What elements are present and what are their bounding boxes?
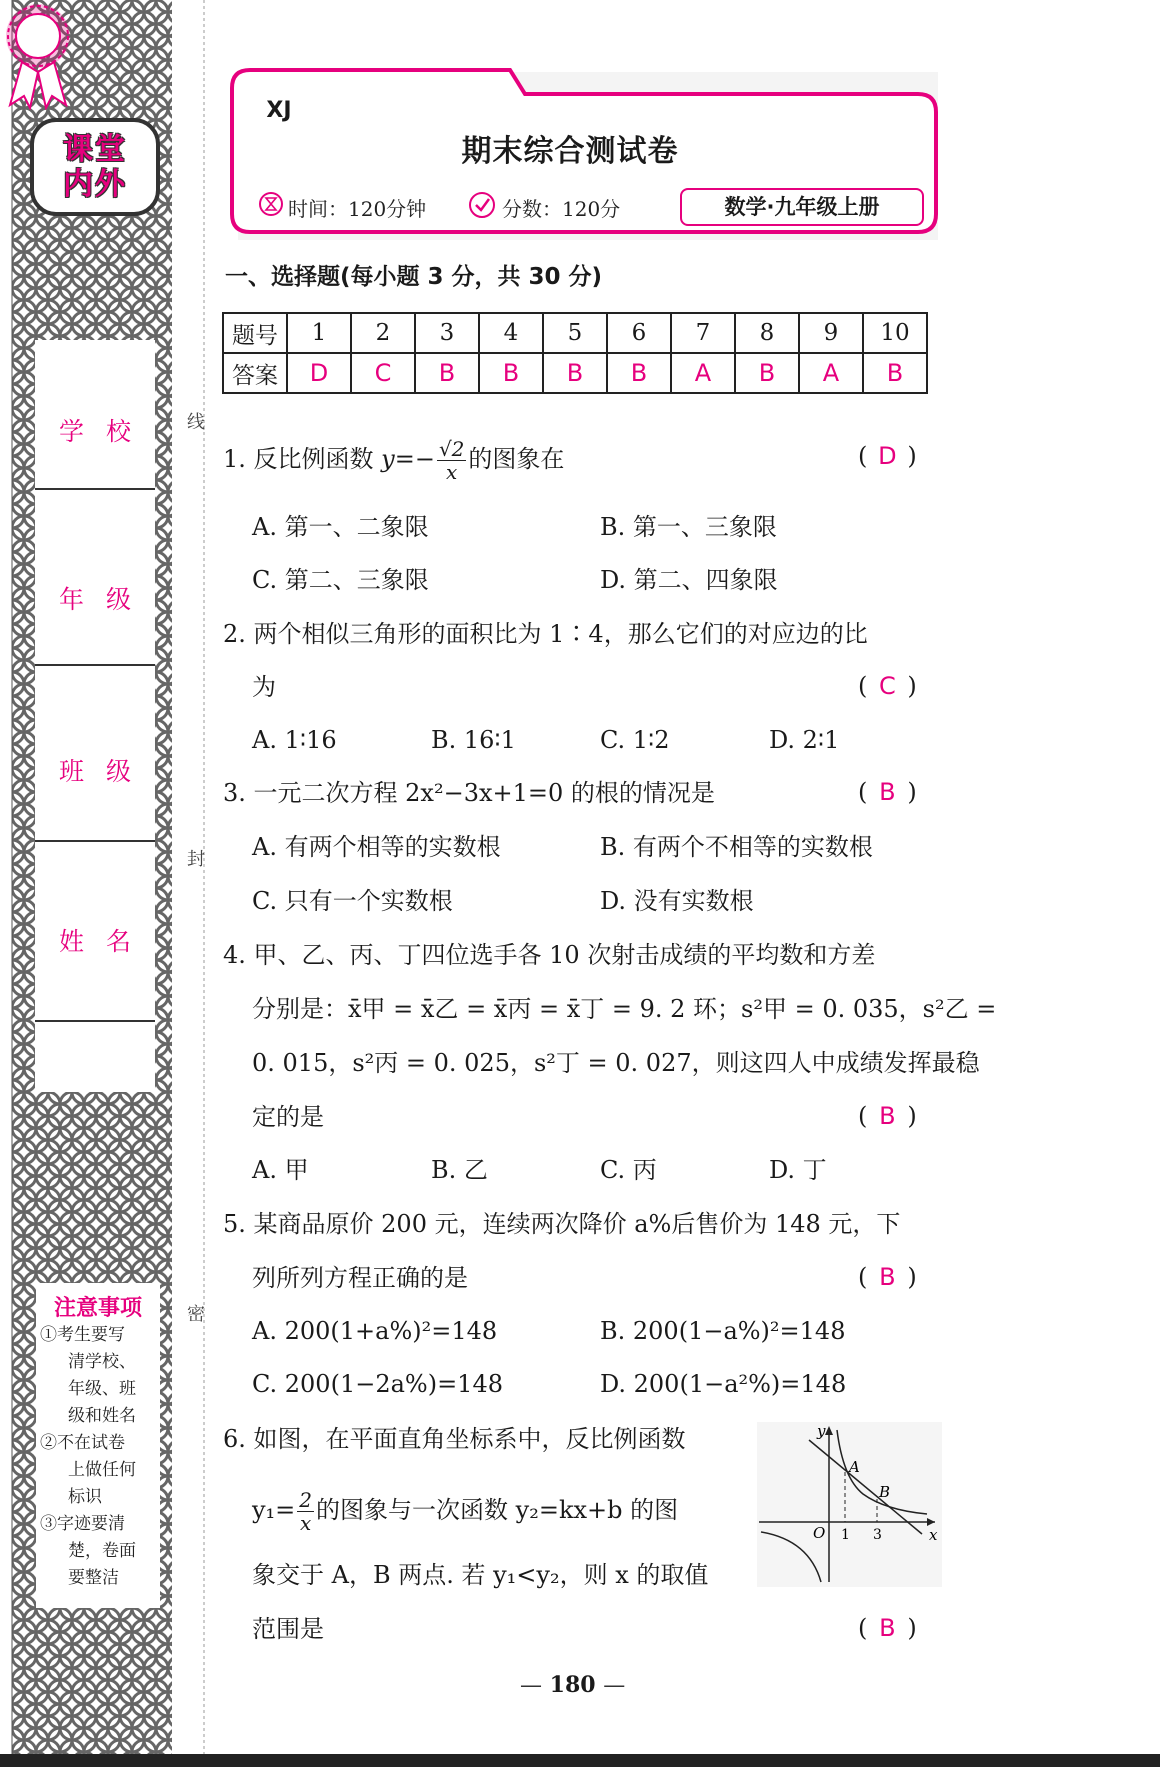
q-number: 4 [479, 313, 543, 353]
left-margin-strip [0, 0, 180, 1767]
question-4: 4. 甲、乙、丙、丁四位选手各 10 次射击成绩的平均数和方差 [223, 941, 876, 969]
answer-row [223, 353, 927, 393]
note-2-line1: 不在试卷 [57, 1433, 125, 1453]
paren-close: ) [907, 672, 917, 700]
q4-option-c: C. 丙 [600, 1156, 657, 1184]
q1-answer [858, 442, 917, 470]
q6-answer [858, 1614, 917, 1642]
q6-fraction [297, 1489, 314, 1534]
q6-numerator: 2 [299, 1488, 313, 1512]
q1-text: 1. 反比例函数 [223, 445, 382, 473]
q1-option-a: A. 第一、二象限 [252, 513, 429, 541]
q2-option-d: D. 2∶1 [769, 726, 840, 754]
x-axis-label: x [929, 1526, 938, 1544]
answer-cell: B [607, 353, 671, 393]
number-row-label: 题号 [223, 313, 287, 353]
note-2-num: ② [40, 1433, 57, 1453]
question-6-line2 [252, 1489, 678, 1534]
q1-option-d: D. 第二、四象限 [600, 566, 778, 594]
paren-close: ) [907, 1263, 917, 1291]
question-5: 5. 某商品原价 200 元，连续两次降价 a%后售价为 148 元，下 [223, 1210, 901, 1238]
tick-3-label: 3 [873, 1527, 882, 1543]
question-4-line3: 0. 015，s²丙 = 0. 025，s²丁 = 0. 027，则这四人中成绩发挥最稳 [252, 1049, 980, 1077]
notes-panel [36, 1283, 160, 1608]
paren-close: ) [907, 778, 917, 806]
q5-answer-value: B [879, 1263, 896, 1291]
answer-cell: B [735, 353, 799, 393]
q4-option-b: B. 乙 [431, 1156, 488, 1184]
time-label: 时间：120分钟 [288, 197, 427, 221]
note-3-line3: 要整洁 [68, 1568, 119, 1588]
answer-cell: A [671, 353, 735, 393]
q1-option-c: C. 第二、三象限 [252, 566, 429, 594]
name-field [35, 842, 155, 1022]
seal-icon [0, 0, 76, 110]
q-number: 5 [543, 313, 607, 353]
question-2-cont: 为 [252, 673, 276, 701]
binding-line [203, 0, 205, 1767]
q2-answer-value: C [878, 672, 896, 700]
q5-option-a: A. 200(1+a%)²=148 [252, 1317, 498, 1345]
q4-option-a: A. 甲 [252, 1156, 309, 1184]
question-1 [223, 438, 564, 483]
q1-var: y [381, 445, 395, 473]
note-2-line2: 上做任何 [68, 1460, 136, 1480]
q3-option-d: D. 没有实数根 [600, 887, 754, 915]
question-4-line2: 分别是：x̄甲 = x̄乙 = x̄丙 = x̄丁 = 9. 2 环；s²甲 = 0. 035，s²乙 = [252, 995, 997, 1023]
answer-cell: B [863, 353, 927, 393]
q3-option-a: A. 有两个相等的实数根 [252, 833, 501, 861]
q-number: 3 [415, 313, 479, 353]
page-number [520, 1672, 625, 1698]
q6-denominator: x [300, 1511, 312, 1535]
q6-answer-value: B [879, 1614, 896, 1642]
class-field [35, 666, 155, 842]
q5-option-b: B. 200(1−a%)²=148 [600, 1317, 846, 1345]
binding-mark-line: 线 [187, 412, 205, 433]
blank-panel [35, 1022, 155, 1092]
school-label: 学校 [58, 417, 153, 446]
q2-answer [858, 672, 917, 700]
paren-close: ) [907, 1614, 917, 1642]
q2-option-a: A. 1∶16 [252, 726, 337, 754]
origin-label: O [813, 1524, 826, 1542]
note-3-line1: 字迹要清 [57, 1514, 125, 1534]
q3-answer-value: B [879, 778, 896, 806]
q1-fraction [437, 438, 466, 483]
paren-open: ( [858, 1102, 868, 1130]
q4-option-d: D. 丁 [769, 1156, 827, 1184]
q3-option-b: B. 有两个不相等的实数根 [600, 833, 873, 861]
note-1 [36, 1322, 160, 1430]
q4-answer [858, 1102, 917, 1130]
question-6: 6. 如图，在平面直角坐标系中，反比例函数 [223, 1425, 686, 1453]
question-2: 2. 两个相似三角形的面积比为 1∶4，那么它们的对应边的比 [223, 620, 868, 648]
q5-answer [858, 1263, 917, 1291]
q1-text-end: 的图象在 [468, 445, 565, 473]
q1-numerator: √2 [438, 437, 465, 461]
note-1-num: ① [40, 1325, 57, 1345]
bottom-bar [0, 1754, 1160, 1767]
exam-title: 期末综合测试卷 [461, 134, 679, 169]
number-row [223, 313, 927, 353]
note-1-line2: 清学校、 [68, 1352, 136, 1372]
binding-mark-seal: 封 [187, 849, 205, 870]
q5-option-c: C. 200(1−2a%)=148 [252, 1370, 503, 1398]
grade-field [35, 490, 155, 666]
binding-mark-secret: 密 [187, 1304, 205, 1325]
question-6-line3: 象交于 A，B 两点. 若 y₁<y₂，则 x 的取值 [252, 1561, 709, 1589]
note-3 [36, 1511, 160, 1592]
note-3-num: ③ [40, 1514, 57, 1534]
y-axis-label: y [817, 1422, 826, 1440]
subject-badge: 数学·九年级上册 [680, 188, 924, 226]
paren-open: ( [858, 442, 868, 470]
q4-answer-value: B [879, 1102, 896, 1130]
q2-option-b: B. 16∶1 [431, 726, 516, 754]
logo-text-1: 课堂 [63, 132, 127, 167]
q1-denominator: x [446, 460, 458, 484]
checkmark-icon [468, 191, 496, 219]
note-1-line4: 级和姓名 [68, 1406, 136, 1426]
hourglass-icon [258, 191, 284, 217]
note-3-line2: 楚，卷面 [68, 1541, 136, 1561]
seal-text: XJ [266, 98, 292, 123]
question-5-cont: 列所列方程正确的是 [252, 1264, 468, 1292]
paren-close: ) [907, 442, 917, 470]
class-label: 班级 [58, 757, 153, 786]
name-label: 姓名 [58, 927, 153, 956]
q1-eq: =− [394, 445, 435, 473]
q-number: 10 [863, 313, 927, 353]
question-6-line4: 范围是 [252, 1615, 324, 1643]
q1-option-b: B. 第一、三象限 [600, 513, 777, 541]
answer-cell: D [287, 353, 351, 393]
note-2-line3: 标识 [68, 1487, 102, 1507]
page-dash-left: — [520, 1673, 542, 1698]
paren-open: ( [858, 1614, 868, 1642]
q5-option-d: D. 200(1−a²%)=148 [600, 1370, 847, 1398]
q-number: 1 [287, 313, 351, 353]
q6-line2-text: 的图象与一次函数 y₂=kx+b 的图 [316, 1496, 679, 1524]
answer-row-label: 答案 [223, 353, 287, 393]
question-4-line4: 定的是 [252, 1103, 324, 1131]
school-field [35, 340, 155, 490]
paren-open: ( [858, 778, 868, 806]
answer-cell: B [543, 353, 607, 393]
note-1-line1: 考生要写 [57, 1325, 125, 1345]
logo-text-2: 内外 [63, 167, 127, 202]
q-number: 9 [799, 313, 863, 353]
q2-option-c: C. 1∶2 [600, 726, 670, 754]
point-b-label: B [879, 1483, 891, 1501]
answer-cell: B [415, 353, 479, 393]
answer-cell: B [479, 353, 543, 393]
note-1-line3: 年级、班 [68, 1379, 136, 1399]
answer-cell: C [351, 353, 415, 393]
page-dash-right: — [603, 1673, 626, 1698]
q1-answer-value: D [878, 442, 897, 470]
point-a-label: A [849, 1458, 860, 1476]
tick-1-label: 1 [841, 1527, 850, 1543]
page-number-value: 180 [549, 1672, 596, 1698]
paren-open: ( [858, 672, 868, 700]
q-number: 7 [671, 313, 735, 353]
answer-cell: A [799, 353, 863, 393]
note-2 [36, 1430, 160, 1511]
q6-y1: y₁= [252, 1496, 296, 1524]
q-number: 8 [735, 313, 799, 353]
q3-option-c: C. 只有一个实数根 [252, 887, 453, 915]
section-title: 一、选择题(每小题 3 分，共 30 分) [225, 264, 603, 290]
q-number: 6 [607, 313, 671, 353]
exam-header [0, 0, 1160, 250]
answer-table [222, 312, 928, 394]
notes-title: 注意事项 [53, 1296, 142, 1321]
question-3: 3. 一元二次方程 2x²−3x+1=0 的根的情况是 [223, 779, 715, 807]
paren-close: ) [907, 1102, 917, 1130]
q-number: 2 [351, 313, 415, 353]
score-label: 分数：120分 [502, 197, 621, 221]
paren-open: ( [858, 1263, 868, 1291]
grade-label: 年级 [58, 585, 153, 614]
q6-graph [757, 1422, 942, 1587]
q3-answer [858, 778, 917, 806]
